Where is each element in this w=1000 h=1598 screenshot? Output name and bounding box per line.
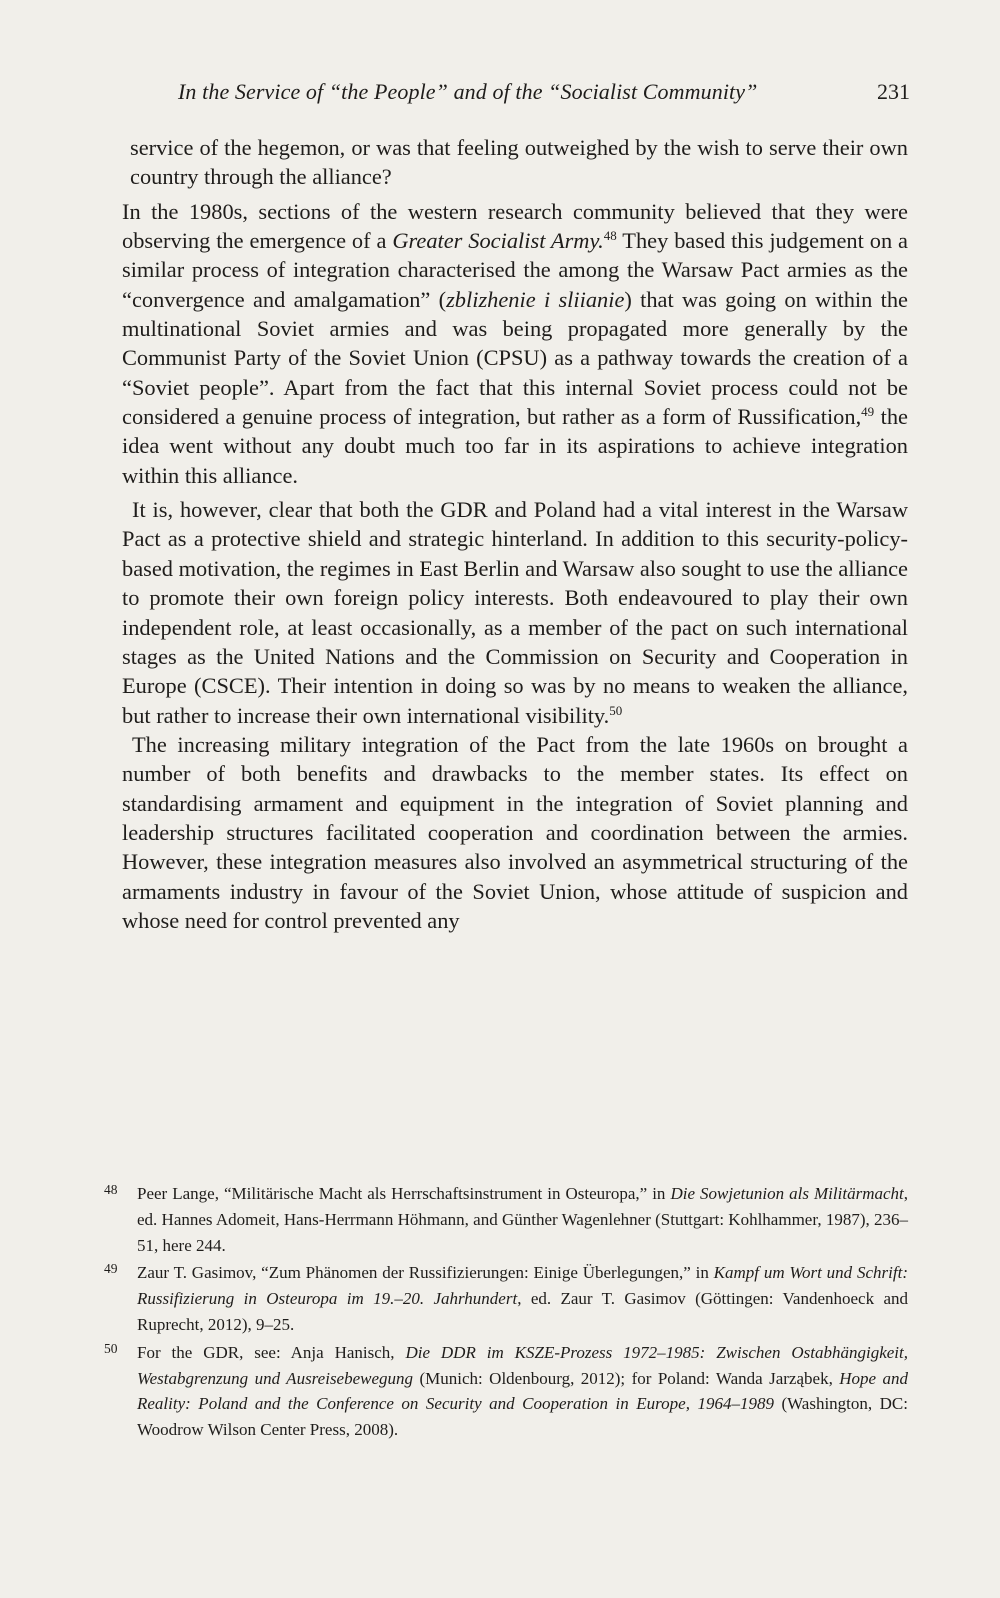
- footnote-49: [104, 1260, 908, 1337]
- footnote-49-part-c: , ed. Zaur T. Gasimov (Göttingen: Vandenhoeck and Ruprecht, 2012), 9–25.: [137, 1289, 908, 1334]
- footnote-number: 48: [104, 1182, 118, 1197]
- footnote-50-part-e: (Washington, DC: Woodrow Wilson Center Press, 2008).: [137, 1394, 908, 1440]
- paragraph-2-italic-russian: zblizhenie i sliianie: [446, 286, 625, 312]
- paragraph-2-part-c: They based this judgement on a similar process of integration characterised the among the Warsaw Pact armies as the “convergence and amalgamation” (: [122, 228, 908, 312]
- footnote-48-part-c: , ed. Hannes Adomeit, Hans-Herrmann Höhmann, and Günther Wagenlehner (Stuttgart: Kohlhammer, 1987), 236–51, here 244.: [137, 1184, 908, 1255]
- footnote-48-title: Die Sowjetunion als Militärmacht: [670, 1184, 904, 1203]
- footnote-text: [137, 1260, 908, 1337]
- footnote-ref-48: 48: [603, 228, 617, 244]
- footnote-49-part-a: Zaur T. Gasimov, “Zum Phänomen der Russifizierungen: Einige Überlegungen,” in: [137, 1263, 714, 1283]
- body-text: [122, 133, 908, 935]
- footnote-50-part-a: For the GDR, see: Anja Hanisch,: [137, 1342, 406, 1362]
- footnote-50-title-1: Die DDR im KSZE-Prozess 1972–1985: Zwischen Ostabhängigkeit, Westabgrenzung und Ausreisebewegung: [137, 1342, 908, 1388]
- footnotes: [104, 1181, 908, 1445]
- footnote-number: 50: [104, 1340, 118, 1356]
- footnote-number: 49: [104, 1261, 118, 1277]
- paragraph-2-italic-term: Greater Socialist Army.: [392, 228, 604, 254]
- footnote-text: [137, 1181, 908, 1258]
- footnote-48: [104, 1181, 908, 1258]
- paragraph-2-part-a: In the 1980s, sections of the western research community believed that they were observing the emergence of a: [122, 198, 908, 254]
- running-title: In the Service of “the People” and of the “Socialist Community”: [178, 79, 758, 104]
- footnote-48-part-a: Peer Lange, “Militärische Macht als Herrschaftsinstrument in Osteuropa,” in: [137, 1184, 671, 1203]
- footnote-49-title: Kampf um Wort und Schrift: Russifizierung in Osteuropa im 19.–20. Jahrhundert: [137, 1263, 908, 1309]
- footnote-50: [104, 1340, 908, 1443]
- footnote-text: [137, 1340, 908, 1443]
- running-head: [120, 72, 910, 112]
- paragraph-2-part-f: the idea went without any doubt much too far in its aspirations to achieve integration within this alliance.: [122, 404, 908, 488]
- paragraph-1: service of the hegemon, or was that feeling outweighed by the wish to serve their own country through the alliance?: [130, 135, 908, 190]
- footnote-ref-49: 49: [861, 404, 875, 420]
- page-number: 231: [877, 79, 910, 104]
- paragraph-3: [122, 495, 908, 730]
- paragraph-2: [122, 197, 908, 490]
- footnote-50-title-2: Hope and Reality: Poland and the Conference on Security and Cooperation in Europe, 1964–1989: [137, 1368, 909, 1414]
- paragraph-3-text: It is, however, clear that both the GDR and Poland had a vital interest in the Warsaw Pact as a protective shield and strategic hinterland. In addition to this security-policy-based motivation, the regimes in East Berlin and Warsaw also sought to use the alliance to promote their own foreign policy interests. Both endeavoured to play their own independent role, at least occasionally, as a member of the pact on such international stages as the United Nations and the Commission on Security and Cooperation in Europe (CSCE). Their intention in doing so was by no means to weaken the alliance, but rather to increase their own international visibility.: [122, 497, 908, 728]
- footnote-ref-50: 50: [609, 702, 623, 718]
- paragraph-4: The increasing military integration of the Pact from the late 1960s on brought a number of both benefits and drawbacks to the member states. Its effect on standardising armament and equipment in the integration of Soviet planning and leadership structures facilitated cooperation and coordination between the armies. However, these integration measures also involved an asymmetrical structuring of the armaments industry in favour of the Soviet Union, whose attitude of suspicion and whose need for control prevented any: [122, 731, 908, 933]
- paragraph-2-part-e: ) that was going on within the multinational Soviet armies and was being propagated more generally by the Communist Party of the Soviet Union (CPSU) as a pathway towards the creation of a “Soviet people”. Apart from the fact that this internal Soviet process could not be considered a genuine process of integration, but rather as a form of Russification,: [122, 286, 908, 430]
- footnote-50-part-c: (Munich: Oldenbourg, 2012); for Poland: Wanda Jarząbek,: [413, 1368, 840, 1388]
